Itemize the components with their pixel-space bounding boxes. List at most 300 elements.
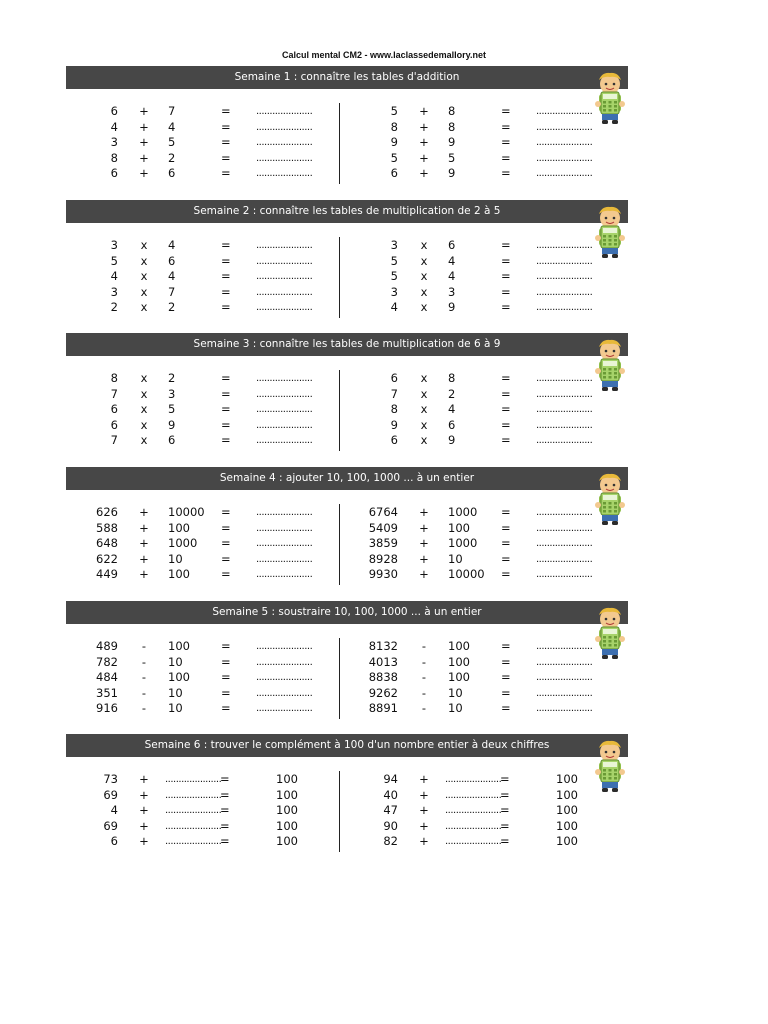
equals-sign: = — [220, 818, 230, 833]
equals-sign: = — [221, 520, 231, 535]
first-operand: 6 — [110, 104, 118, 118]
target-value: 100 — [276, 803, 298, 818]
exercise-row — [346, 433, 608, 449]
operator-sign: x — [140, 417, 148, 432]
exercise-row — [346, 135, 608, 151]
first-operand: 9 — [390, 417, 398, 432]
column-divider — [339, 237, 340, 318]
column-divider — [339, 103, 340, 184]
equals-sign: = — [501, 505, 511, 519]
operator-sign: + — [139, 803, 149, 818]
second-operand: 4 — [448, 269, 456, 284]
second-operand: 2 — [168, 300, 176, 315]
operator-sign: + — [419, 787, 429, 802]
first-operand: 6 — [390, 166, 398, 181]
first-operand: 7 — [110, 433, 118, 448]
answer-blank: ..................... — [256, 703, 313, 715]
first-operand: 782 — [96, 654, 118, 669]
first-operand: 7 — [110, 386, 118, 401]
equals-sign: = — [501, 135, 511, 150]
second-operand: 10 — [168, 654, 183, 669]
first-operand: 8 — [110, 371, 118, 385]
equals-sign: = — [221, 371, 231, 385]
equals-sign: = — [501, 567, 511, 582]
answer-blank: ..................... — [536, 106, 593, 117]
first-operand: 4 — [110, 803, 118, 818]
first-operand: 82 — [383, 834, 398, 849]
answer-blank: ..................... — [536, 388, 593, 400]
first-operand: 916 — [96, 701, 118, 716]
first-operand: 3859 — [368, 536, 398, 551]
second-operand: 100 — [168, 670, 190, 685]
first-operand: 626 — [96, 505, 118, 519]
operator-sign: + — [139, 834, 149, 849]
left-exercise-column — [66, 772, 328, 850]
operator-sign: x — [140, 386, 148, 401]
equals-sign: = — [500, 818, 510, 833]
exercise-row — [66, 285, 328, 301]
left-exercise-column — [66, 371, 328, 449]
answer-blank: ..................... — [165, 805, 222, 817]
answer-blank: ..................... — [536, 507, 593, 518]
operator-sign: x — [140, 284, 148, 299]
first-operand: 5 — [390, 269, 398, 284]
equals-sign: = — [221, 505, 231, 519]
boy-with-calculator-icon — [590, 605, 630, 661]
operator-sign: + — [419, 166, 429, 181]
first-operand: 4 — [390, 300, 398, 315]
answer-blank: ..................... — [256, 106, 313, 117]
second-operand: 8 — [448, 119, 456, 134]
second-operand: 6 — [448, 238, 456, 252]
equals-sign: = — [220, 772, 230, 786]
equals-sign: = — [220, 787, 230, 802]
operator-sign: + — [139, 536, 149, 551]
second-operand: 2 — [448, 386, 456, 401]
exercise-row — [346, 655, 608, 671]
operator-sign: + — [139, 505, 149, 519]
operator-sign: - — [421, 670, 427, 685]
first-operand: 6 — [390, 433, 398, 448]
exercise-row — [346, 104, 608, 120]
operator-sign: + — [419, 104, 429, 118]
section-title-banner: Semaine 2 : connaître les tables de multiplication de 2 à 5 — [66, 200, 628, 223]
first-operand: 8 — [390, 402, 398, 417]
second-operand: 5 — [168, 135, 176, 150]
equals-sign: = — [221, 238, 231, 252]
right-exercise-column — [346, 639, 608, 717]
target-value: 100 — [276, 834, 298, 849]
answer-blank: ..................... — [256, 641, 313, 652]
operator-sign: + — [419, 536, 429, 551]
target-value: 100 — [556, 803, 578, 818]
exercise-section — [66, 467, 628, 601]
answer-blank: ..................... — [536, 522, 593, 534]
exercise-row — [66, 433, 328, 449]
first-operand: 5 — [110, 253, 118, 268]
second-operand: 4 — [448, 253, 456, 268]
exercise-row — [346, 418, 608, 434]
answer-blank: ..................... — [256, 302, 313, 314]
exercise-row — [66, 104, 328, 120]
second-operand: 2 — [168, 150, 176, 165]
exercise-row — [346, 402, 608, 418]
equals-sign: = — [501, 417, 511, 432]
first-operand: 69 — [103, 818, 118, 833]
second-operand: 8 — [448, 371, 456, 385]
second-operand: 1000 — [168, 536, 198, 551]
operator-sign: + — [419, 551, 429, 566]
equals-sign: = — [501, 104, 511, 118]
operator-sign: + — [419, 834, 429, 849]
exercise-row — [346, 151, 608, 167]
answer-blank: ..................... — [165, 774, 222, 785]
operator-sign: - — [421, 654, 427, 669]
answer-blank: ..................... — [536, 302, 593, 314]
first-operand: 7 — [390, 386, 398, 401]
boy-with-calculator-icon — [590, 70, 630, 126]
answer-blank: ..................... — [536, 687, 593, 699]
first-operand: 3 — [110, 135, 118, 150]
exercise-row — [346, 371, 608, 387]
first-operand: 4 — [110, 119, 118, 134]
exercise-row — [346, 670, 608, 686]
exercise-row — [346, 238, 608, 254]
first-operand: 5 — [390, 104, 398, 118]
second-operand: 1000 — [448, 536, 478, 551]
right-exercise-column — [346, 238, 608, 316]
equals-sign: = — [221, 150, 231, 165]
first-operand: 6 — [110, 834, 118, 849]
first-operand: 3 — [110, 284, 118, 299]
second-operand: 7 — [168, 284, 176, 299]
first-operand: 4 — [110, 269, 118, 284]
exercise-row — [66, 819, 328, 835]
second-operand: 10 — [168, 685, 183, 700]
operator-sign: - — [141, 701, 147, 716]
exercise-row — [346, 521, 608, 537]
answer-blank: ..................... — [536, 137, 593, 149]
equals-sign: = — [501, 150, 511, 165]
first-operand: 5 — [390, 253, 398, 268]
exercise-section — [66, 333, 628, 467]
second-operand: 5 — [168, 402, 176, 417]
operator-sign: - — [421, 685, 427, 700]
operator-sign: + — [139, 551, 149, 566]
second-operand: 4 — [168, 119, 176, 134]
answer-blank: ..................... — [536, 373, 593, 384]
first-operand: 588 — [96, 520, 118, 535]
equals-sign: = — [501, 238, 511, 252]
answer-blank: ..................... — [536, 121, 593, 133]
second-operand: 10000 — [448, 567, 485, 582]
answer-blank: ..................... — [445, 789, 502, 801]
exercise-row — [346, 772, 608, 788]
answer-blank: ..................... — [256, 271, 313, 283]
exercise-row — [66, 151, 328, 167]
first-operand: 2 — [110, 300, 118, 315]
exercise-row — [66, 402, 328, 418]
exercise-row — [66, 803, 328, 819]
answer-blank: ..................... — [256, 656, 313, 668]
equals-sign: = — [501, 386, 511, 401]
right-exercise-column — [346, 772, 608, 850]
operator-sign: x — [140, 371, 148, 385]
operator-sign: - — [141, 685, 147, 700]
exercise-row — [66, 552, 328, 568]
operator-sign: x — [420, 402, 428, 417]
first-operand: 8132 — [368, 639, 398, 653]
first-operand: 47 — [383, 803, 398, 818]
operator-sign: + — [419, 119, 429, 134]
answer-blank: ..................... — [256, 419, 313, 431]
second-operand: 10 — [448, 551, 463, 566]
operator-sign: + — [139, 787, 149, 802]
second-operand: 100 — [448, 670, 470, 685]
operator-sign: x — [420, 253, 428, 268]
first-operand: 5 — [390, 150, 398, 165]
operator-sign: x — [420, 284, 428, 299]
exercise-row — [346, 834, 608, 850]
first-operand: 90 — [383, 818, 398, 833]
equals-sign: = — [221, 119, 231, 134]
target-value: 100 — [556, 834, 578, 849]
equals-sign: = — [221, 166, 231, 181]
equals-sign: = — [501, 685, 511, 700]
exercise-row — [346, 819, 608, 835]
exercise-row — [346, 166, 608, 182]
target-value: 100 — [276, 787, 298, 802]
answer-blank: ..................... — [536, 419, 593, 431]
equals-sign: = — [501, 371, 511, 385]
answer-blank: ..................... — [256, 373, 313, 384]
equals-sign: = — [221, 654, 231, 669]
second-operand: 6 — [168, 433, 176, 448]
target-value: 100 — [556, 818, 578, 833]
exercise-row — [66, 772, 328, 788]
equals-sign: = — [501, 670, 511, 685]
operator-sign: - — [421, 639, 427, 653]
answer-blank: ..................... — [445, 836, 502, 848]
operator-sign: x — [420, 386, 428, 401]
exercise-row — [66, 536, 328, 552]
first-operand: 73 — [103, 772, 118, 786]
exercise-row — [346, 686, 608, 702]
right-exercise-column — [346, 104, 608, 182]
left-exercise-column — [66, 505, 328, 583]
first-operand: 9 — [390, 135, 398, 150]
operator-sign: + — [419, 135, 429, 150]
equals-sign: = — [501, 269, 511, 284]
left-exercise-column — [66, 104, 328, 182]
second-operand: 1000 — [448, 505, 478, 519]
answer-blank: ..................... — [445, 805, 502, 817]
operator-sign: x — [140, 300, 148, 315]
answer-blank: ..................... — [536, 240, 593, 251]
operator-sign: + — [139, 135, 149, 150]
first-operand: 3 — [390, 284, 398, 299]
target-value: 100 — [556, 772, 578, 786]
equals-sign: = — [501, 166, 511, 181]
second-operand: 9 — [448, 433, 456, 448]
column-divider — [339, 504, 340, 585]
second-operand: 9 — [448, 300, 456, 315]
answer-blank: ..................... — [536, 271, 593, 283]
exercise-row — [66, 387, 328, 403]
exercise-row — [346, 803, 608, 819]
second-operand: 2 — [168, 371, 176, 385]
answer-blank: ..................... — [256, 522, 313, 534]
first-operand: 8928 — [368, 551, 398, 566]
section-title-banner: Semaine 1 : connaître les tables d'addition — [66, 66, 628, 89]
document-title: Calcul mental CM2 - www.laclassedemallory.net — [281, 50, 487, 60]
answer-blank: ..................... — [256, 687, 313, 699]
first-operand: 9262 — [368, 685, 398, 700]
exercise-row — [346, 639, 608, 655]
operator-sign: + — [419, 772, 429, 786]
target-value: 100 — [556, 787, 578, 802]
answer-blank: ..................... — [536, 672, 593, 684]
answer-blank: ..................... — [256, 137, 313, 149]
equals-sign: = — [221, 135, 231, 150]
exercise-row — [66, 639, 328, 655]
second-operand: 100 — [448, 654, 470, 669]
answer-blank: ..................... — [256, 388, 313, 400]
answer-blank: ..................... — [256, 152, 313, 164]
answer-blank: ..................... — [165, 789, 222, 801]
operator-sign: x — [420, 371, 428, 385]
operator-sign: x — [420, 269, 428, 284]
operator-sign: + — [419, 505, 429, 519]
second-operand: 4 — [168, 238, 176, 252]
operator-sign: x — [420, 238, 428, 252]
operator-sign: + — [419, 818, 429, 833]
equals-sign: = — [221, 402, 231, 417]
operator-sign: - — [421, 701, 427, 716]
column-divider — [339, 370, 340, 451]
operator-sign: + — [419, 567, 429, 582]
equals-sign: = — [221, 417, 231, 432]
exercise-row — [66, 120, 328, 136]
second-operand: 100 — [448, 639, 470, 653]
equals-sign: = — [221, 536, 231, 551]
answer-blank: ..................... — [256, 435, 313, 447]
first-operand: 3 — [390, 238, 398, 252]
section-title-banner: Semaine 6 : trouver le complément à 100 d'un nombre entier à deux chiffres — [66, 734, 628, 757]
exercise-row — [346, 387, 608, 403]
operator-sign: + — [139, 150, 149, 165]
answer-blank: ..................... — [256, 672, 313, 684]
equals-sign: = — [501, 639, 511, 653]
column-divider — [339, 638, 340, 719]
equals-sign: = — [221, 685, 231, 700]
equals-sign: = — [221, 670, 231, 685]
equals-sign: = — [500, 772, 510, 786]
right-exercise-column — [346, 505, 608, 583]
first-operand: 484 — [96, 670, 118, 685]
equals-sign: = — [501, 402, 511, 417]
second-operand: 10 — [448, 685, 463, 700]
exercise-section — [66, 601, 628, 735]
operator-sign: x — [420, 300, 428, 315]
equals-sign: = — [221, 433, 231, 448]
operator-sign: - — [141, 639, 147, 653]
answer-blank: ..................... — [536, 538, 593, 550]
operator-sign: + — [419, 150, 429, 165]
exercise-row — [346, 285, 608, 301]
exercise-row — [66, 567, 328, 583]
left-exercise-column — [66, 238, 328, 316]
exercise-row — [346, 505, 608, 521]
equals-sign: = — [221, 104, 231, 118]
first-operand: 69 — [103, 787, 118, 802]
operator-sign: + — [139, 567, 149, 582]
section-title-banner: Semaine 3 : connaître les tables de multiplication de 6 à 9 — [66, 333, 628, 356]
second-operand: 3 — [448, 284, 456, 299]
second-operand: 100 — [168, 639, 190, 653]
exercise-row — [66, 238, 328, 254]
exercise-row — [346, 701, 608, 717]
target-value: 100 — [276, 772, 298, 786]
first-operand: 351 — [96, 685, 118, 700]
first-operand: 6 — [110, 417, 118, 432]
second-operand: 100 — [448, 520, 470, 535]
equals-sign: = — [221, 567, 231, 582]
answer-blank: ..................... — [445, 774, 502, 785]
exercise-section — [66, 66, 628, 200]
operator-sign: + — [139, 104, 149, 118]
equals-sign: = — [500, 834, 510, 849]
exercise-section — [66, 200, 628, 334]
equals-sign: = — [501, 284, 511, 299]
operator-sign: + — [139, 119, 149, 134]
exercise-row — [66, 521, 328, 537]
equals-sign: = — [501, 433, 511, 448]
equals-sign: = — [500, 787, 510, 802]
column-divider — [339, 771, 340, 852]
answer-blank: ..................... — [256, 538, 313, 550]
second-operand: 6 — [168, 166, 176, 181]
answer-blank: ..................... — [256, 569, 313, 581]
exercise-row — [66, 135, 328, 151]
second-operand: 10000 — [168, 505, 205, 519]
equals-sign: = — [501, 520, 511, 535]
first-operand: 8 — [390, 119, 398, 134]
second-operand: 4 — [448, 402, 456, 417]
left-exercise-column — [66, 639, 328, 717]
second-operand: 10 — [168, 701, 183, 716]
answer-blank: ..................... — [536, 641, 593, 652]
first-operand: 6 — [110, 166, 118, 181]
equals-sign: = — [501, 536, 511, 551]
boy-with-calculator-icon — [590, 204, 630, 260]
operator-sign: x — [140, 433, 148, 448]
operator-sign: + — [139, 520, 149, 535]
first-operand: 622 — [96, 551, 118, 566]
exercise-row — [346, 269, 608, 285]
operator-sign: + — [139, 772, 149, 786]
exercise-row — [346, 567, 608, 583]
second-operand: 8 — [448, 104, 456, 118]
answer-blank: ..................... — [536, 255, 593, 267]
second-operand: 9 — [448, 135, 456, 150]
second-operand: 10 — [448, 701, 463, 716]
answer-blank: ..................... — [256, 121, 313, 133]
equals-sign: = — [221, 284, 231, 299]
operator-sign: - — [141, 654, 147, 669]
section-title-banner: Semaine 4 : ajouter 10, 100, 1000 ... à un entier — [66, 467, 628, 490]
exercise-section — [66, 734, 628, 868]
